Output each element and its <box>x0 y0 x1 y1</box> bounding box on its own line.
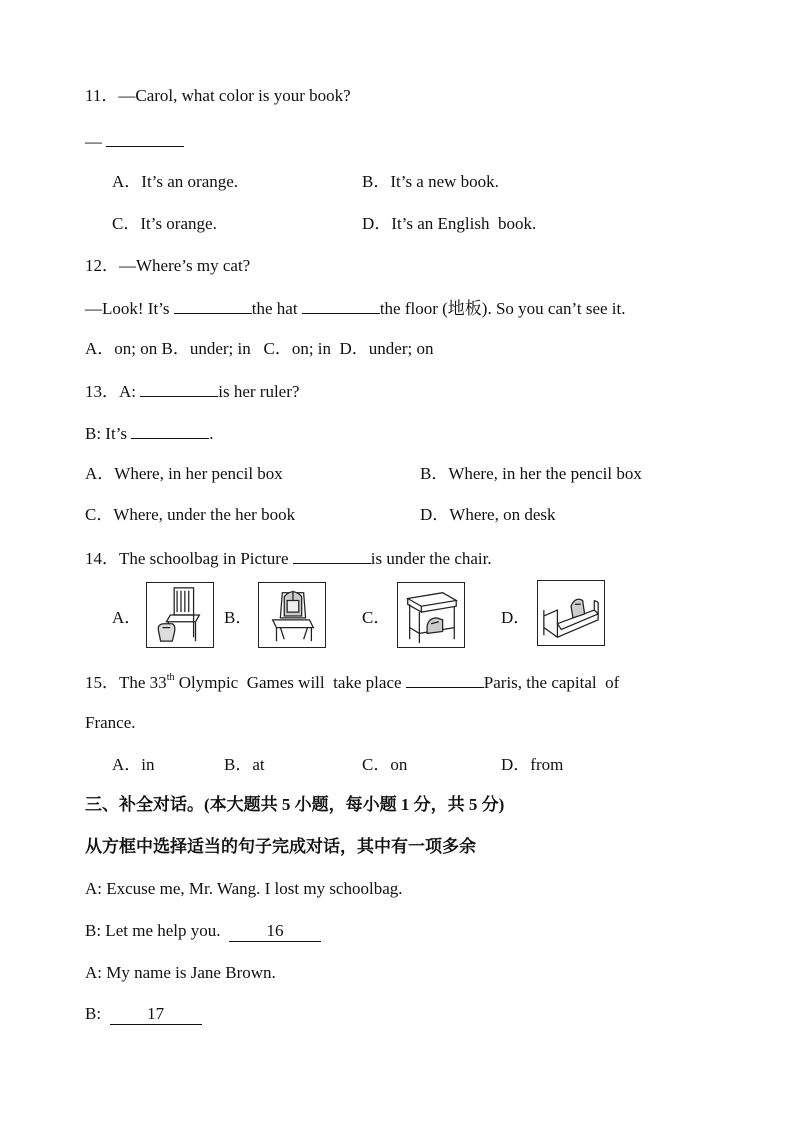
q13-answer-prefix: B: It’s <box>85 424 132 443</box>
q13-prefix: 13．A: <box>85 382 141 401</box>
q13-blank-2[interactable] <box>131 422 209 439</box>
section3-instruction: 从方框中选择适当的句子完成对话，其中有一项多余 <box>85 837 476 856</box>
dialogue-line-1: A: Excuse me, Mr. Wang. I lost my schoolbag. <box>85 879 403 898</box>
q12-line2 <box>85 297 626 319</box>
section3-heading: 三、补全对话。(本大题共 5 小题，每小题 1 分，共 5 分) <box>85 795 505 814</box>
q11-option-a[interactable]: A．It’s an orange. <box>112 172 239 191</box>
q14-suffix: is under the chair. <box>370 549 492 568</box>
bag-on-bed-picture[interactable] <box>537 580 605 646</box>
bag-on-chair-picture[interactable] <box>258 582 326 648</box>
q15-prefix: 15．The 33 <box>85 673 167 692</box>
blank-17[interactable]: 17 <box>110 1004 202 1025</box>
blank-16[interactable]: 16 <box>229 921 321 942</box>
q14-label-c[interactable]: C． <box>362 608 391 627</box>
q13-blank-1[interactable] <box>140 380 218 397</box>
q13-option-d[interactable]: D．Where, on desk <box>420 505 556 524</box>
q12-part1: —Look! It’s <box>85 299 174 318</box>
q15-middle: Olympic Games will take place <box>174 673 406 692</box>
q13-question <box>85 380 299 402</box>
q12-question: 12．—Where’s my cat? <box>85 256 251 275</box>
q15-option-d[interactable]: D．from <box>501 755 564 774</box>
q11-question: 11．—Carol, what color is your book? <box>85 86 351 105</box>
q15-line2: France. <box>85 713 136 732</box>
q11-option-c[interactable]: C．It’s orange. <box>112 214 217 233</box>
q13-option-b[interactable]: B．Where, in her the pencil box <box>420 464 642 483</box>
q11-answer-blank[interactable] <box>106 130 184 147</box>
q12-part2: the hat <box>251 299 302 318</box>
q14-prefix: 14．The schoolbag in Picture <box>85 549 293 568</box>
q13-suffix: is her ruler? <box>218 382 300 401</box>
dialogue-line-2 <box>85 921 321 942</box>
dialogue-line-2-prefix: B: Let me help you. <box>85 921 230 940</box>
dialogue-line-3: A: My name is Jane Brown. <box>85 963 276 982</box>
q13-option-c[interactable]: C．Where, under the her book <box>85 505 296 524</box>
q14-label-b[interactable]: B． <box>224 608 253 627</box>
q12-blank-2[interactable] <box>302 297 380 314</box>
q15-option-a[interactable]: A．in <box>112 755 155 774</box>
q12-part3: the floor (地板). So you can’t see it. <box>379 299 626 318</box>
q13-answer <box>85 422 214 444</box>
q15-blank[interactable] <box>406 671 484 688</box>
q15-superscript: th <box>166 672 175 683</box>
bag-under-desk-picture[interactable] <box>397 582 465 648</box>
dialogue-line-4 <box>85 1004 202 1025</box>
q13-answer-suffix: . <box>209 424 214 443</box>
q12-blank-1[interactable] <box>174 297 252 314</box>
q13-option-a[interactable]: A．Where, in her pencil box <box>85 464 283 483</box>
q14-question <box>85 547 492 569</box>
q14-label-a[interactable]: A． <box>112 608 142 627</box>
dialogue-line-4-prefix: B: <box>85 1004 110 1023</box>
q11-answer-prefix: — <box>85 132 107 151</box>
q11-option-b[interactable]: B．It’s a new book. <box>362 172 499 191</box>
q15-question <box>85 671 619 693</box>
q11-option-d[interactable]: D．It’s an English book. <box>362 214 537 233</box>
q15-suffix: Paris, the capital of <box>483 673 620 692</box>
q15-option-c[interactable]: C．on <box>362 755 408 774</box>
q12-options[interactable]: A．on; on B．under; in C．on; in D．under; on <box>85 339 434 358</box>
q15-option-b[interactable]: B．at <box>224 755 265 774</box>
chair-with-bag-beside-picture[interactable] <box>146 582 214 648</box>
q14-label-d[interactable]: D． <box>501 608 531 627</box>
q14-blank[interactable] <box>293 547 371 564</box>
q11-answer-line <box>85 130 184 152</box>
